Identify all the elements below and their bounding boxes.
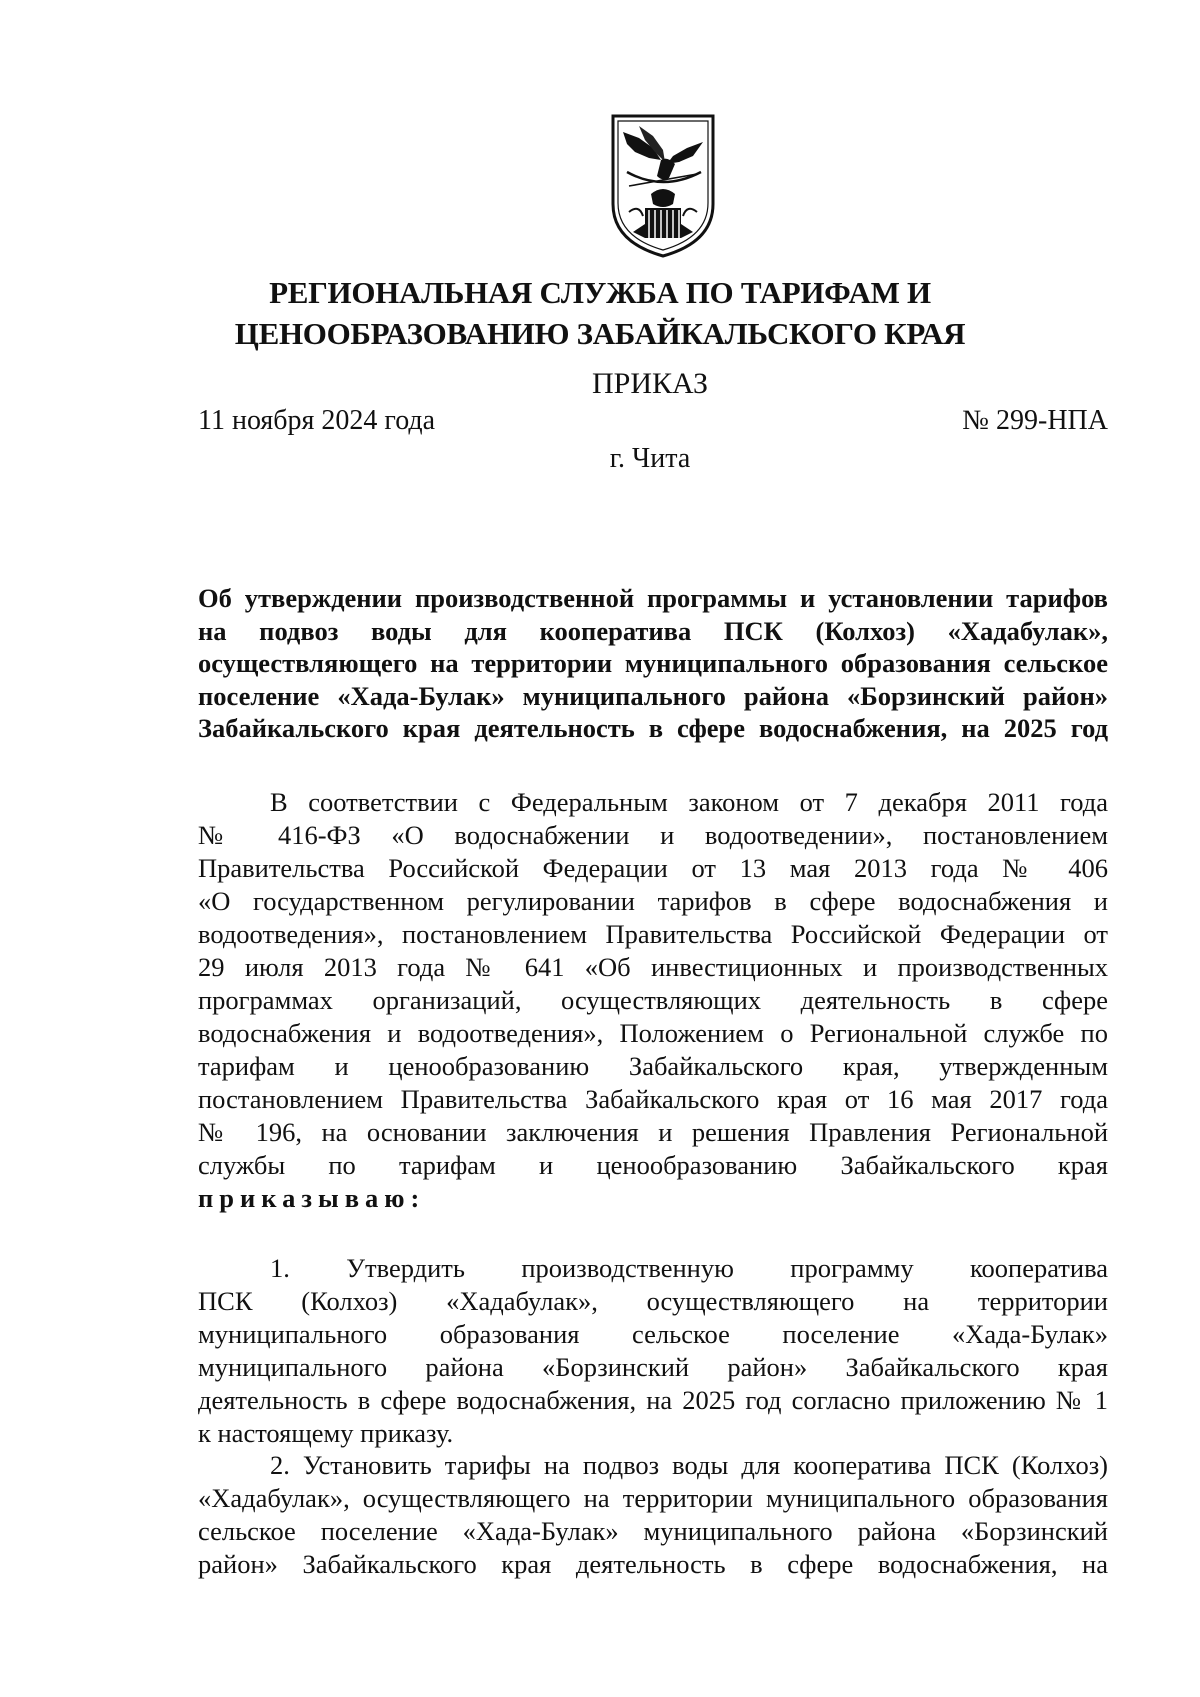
subject-line: поселение «Хада-Булак» муниципального района «Борзинский район» bbox=[198, 680, 1108, 711]
item-line: сельское поселение «Хада-Булак» муниципального района «Борзинский bbox=[198, 1516, 1108, 1546]
item-line: ПСК (Колхоз) «Хадабулак», осуществляющего на территории bbox=[198, 1286, 1108, 1316]
subject-line: Забайкальского края деятельность в сфере водоснабжения, на 2025 год bbox=[198, 713, 1108, 743]
order-subject bbox=[198, 582, 1108, 745]
order-item-1 bbox=[198, 1252, 1108, 1450]
preamble-line: тарифам и ценообразованию Забайкальского края, утвержденным bbox=[198, 1051, 1108, 1081]
organization-name bbox=[200, 272, 1000, 354]
item-line: «Хадабулак», осуществляющего на территории муниципального образования bbox=[198, 1483, 1108, 1513]
item-line: муниципального образования сельское поселение «Хада-Булак» bbox=[198, 1319, 1108, 1349]
preamble-line: водоотведения», постановлением Правительства Российской Федерации от bbox=[198, 919, 1108, 949]
preamble-line: № 416-ФЗ «О водоснабжении и водоотведении», постановлением bbox=[198, 820, 1108, 850]
order-item-2 bbox=[198, 1449, 1108, 1581]
order-number: № 299-НПА bbox=[962, 405, 1108, 436]
preamble-line: В соответствии с Федеральным законом от 7 декабря 2011 года bbox=[270, 787, 1108, 817]
preamble-line: водоснабжения и водоотведения», Положением о Региональной службе по bbox=[198, 1018, 1108, 1048]
order-city: г. Чита bbox=[609, 443, 691, 474]
preamble-line: № 196, на основании заключения и решения Правления Региональной bbox=[198, 1117, 1108, 1147]
item-line: деятельность в сфере водоснабжения, на 2025 год согласно приложению № 1 bbox=[198, 1385, 1108, 1415]
preamble-line: Правительства Российской Федерации от 13 мая 2013 года № 406 bbox=[198, 853, 1108, 883]
item-line: к настоящему приказу. bbox=[198, 1418, 454, 1448]
subject-line: Об утверждении производственной программы и установлении тарифов bbox=[198, 583, 1108, 613]
preamble-line: «О государственном регулировании тарифов в сфере водоснабжения и bbox=[198, 886, 1108, 916]
preamble-line: постановлением Правительства Забайкальского края от 16 мая 2017 года bbox=[198, 1084, 1108, 1114]
decree-word: приказываю: bbox=[198, 1183, 426, 1213]
preamble-line: программах организаций, осуществляющих деятельность в сфере bbox=[198, 985, 1108, 1015]
coat-of-arms-icon bbox=[609, 112, 717, 260]
preamble-line: 29 июля 2013 года № 641 «Об инвестиционных и производственных bbox=[198, 952, 1108, 982]
item-line: район» Забайкальского края деятельность в сфере водоснабжения, на bbox=[198, 1549, 1108, 1579]
item-line: 1. Утвердить производственную программу кооператива bbox=[270, 1253, 1108, 1283]
organization-name-line-2: ЦЕНООБРАЗОВАНИЮ ЗАБАЙКАЛЬСКОГО КРАЯ bbox=[234, 316, 966, 351]
preamble-paragraph bbox=[198, 786, 1108, 1215]
item-line: 2. Установить тарифы на подвоз воды для кооператива ПСК (Колхоз) bbox=[270, 1450, 1108, 1480]
organization-name-line-1: РЕГИОНАЛЬНАЯ СЛУЖБА ПО ТАРИФАМ И bbox=[269, 275, 931, 310]
subject-line: осуществляющего на территории муниципального образования сельское bbox=[198, 648, 1108, 678]
order-date: 11 ноября 2024 года bbox=[198, 405, 436, 436]
preamble-line: службы по тарифам и ценообразованию Забайкальского края bbox=[198, 1150, 1108, 1180]
item-line: муниципального района «Борзинский район» Забайкальского края bbox=[198, 1352, 1108, 1382]
document-type: ПРИКАЗ bbox=[592, 367, 708, 400]
subject-line: на подвоз воды для кооператива ПСК (Колхоз) «Хадабулак», bbox=[198, 615, 1108, 646]
